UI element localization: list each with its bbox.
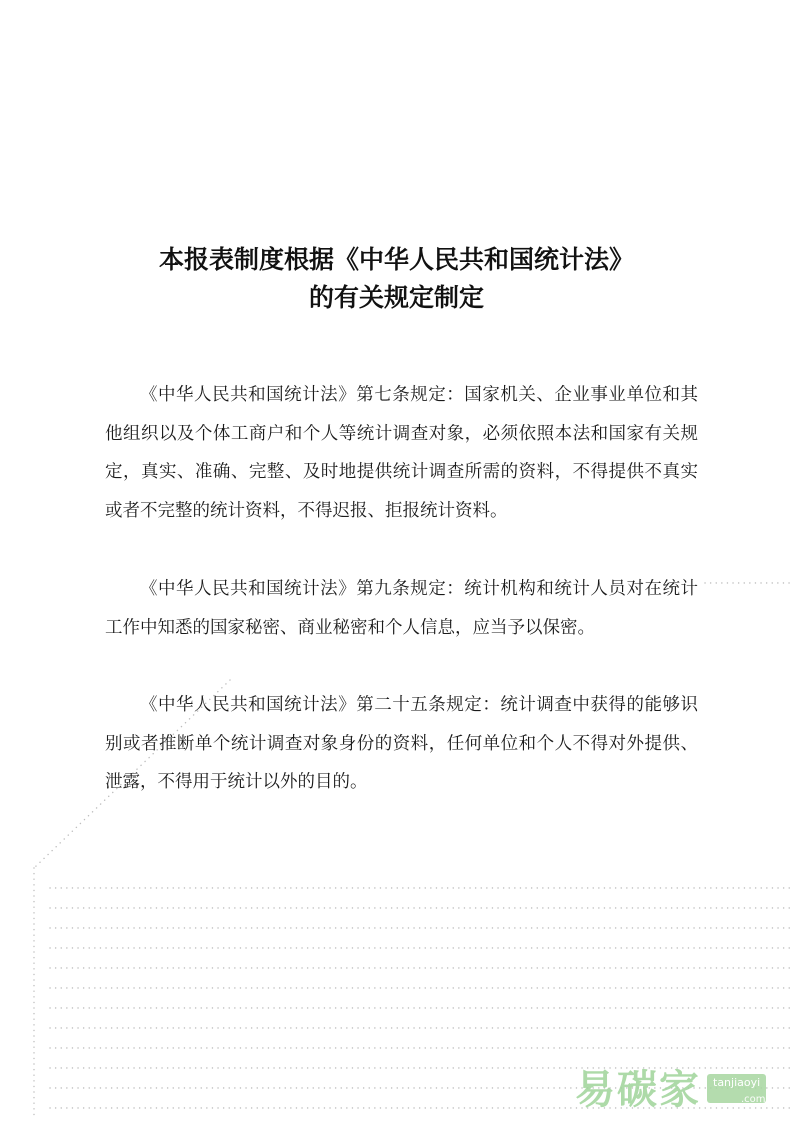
title-line-2: 的有关规定制定 (308, 282, 484, 312)
paragraph-article-7: 《中华人民共和国统计法》第七条规定：国家机关、企业事业单位和其他组织以及个体工商户和个人等统计调查对象，必须依照本法和国家有关规定，真实、准确、完整、及时地提供统计调查所需的资料，不得提供不真实或者不完整的统计资料，不得迟报、拒报统计资料。 (105, 385, 698, 521)
page-title (0, 241, 793, 317)
title-line-1: 本报表制度根据《中华人民共和国统计法》 (158, 244, 634, 274)
paragraph-article-9: 《中华人民共和国统计法》第九条规定：统计机构和统计人员对在统计工作中知悉的国家秘密、商业秘密和个人信息，应当予以保密。 (105, 579, 698, 638)
watermark-brand: 易碳家 (575, 1067, 701, 1113)
watermark-logo (575, 1058, 790, 1118)
watermark-suffix: .com (741, 1094, 766, 1105)
paragraph-article-25: 《中华人民共和国统计法》第二十五条规定：统计调查中获得的能够识别或者推断单个统计调查对象身份的资料，任何单位和个人不得对外提供、泄露，不得用于统计以外的目的。 (105, 695, 698, 792)
watermark-domain: tanjiaoyi (707, 1074, 766, 1103)
